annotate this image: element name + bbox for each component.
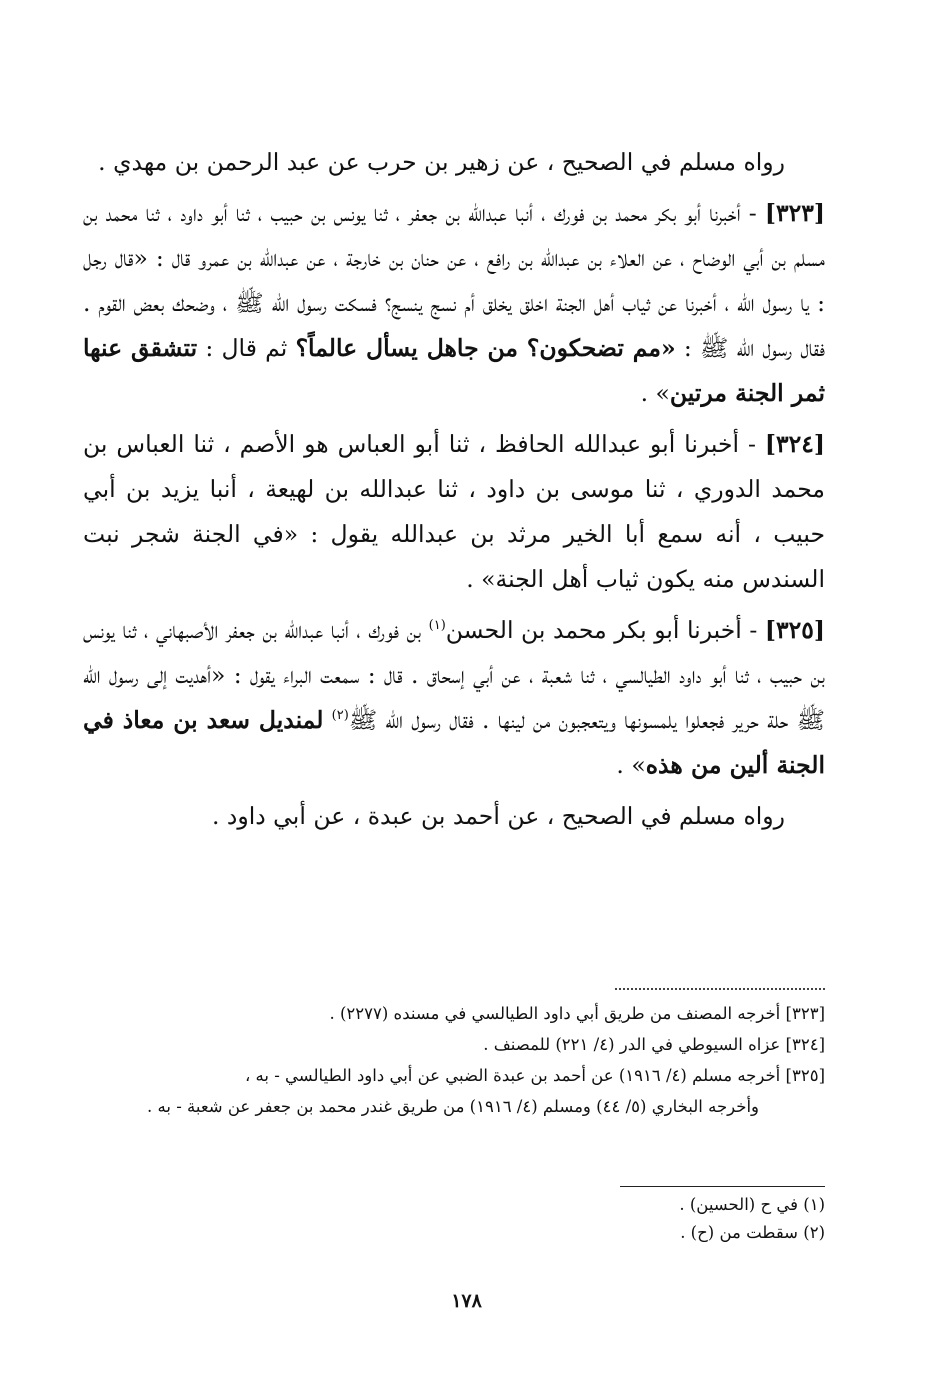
footnote-ref-1: (١) — [428, 618, 446, 634]
note-324 — [83, 1029, 825, 1060]
note-text: أخرجه المصنف من طريق أبي داود الطيالسي في مسنده (٢٢٧٧) . — [329, 1004, 781, 1023]
note-325-continuation — [83, 1091, 825, 1122]
hadith-text: - أخبرنا أبو بكر محمد بن الحسن — [445, 616, 758, 644]
hadith-number: [٣٢٤] — [764, 430, 825, 458]
hadith-bold-text: لمنديل سعد بن معاذ في الجنة ألين من هذه — [83, 706, 825, 779]
hadith-text-end: » . — [640, 379, 670, 407]
note-number: [٣٢٤] — [785, 1035, 825, 1054]
hadith-text: - أخبرنا أبو بكر محمد بن فورك ، أنبا عبدالله بن جعفر ، ثنا يونس بن حبيب ، ثنا أبو داود ، ثنا محمد بن مسلم بن أبي الوضاح ، عن العلاء بن عبدالله بن رافع ، عن حنان بن خارجة ، عن عبدالله بن عمرو قال : «قال رجل : يا رسول الله ، أخبرنا عن ثياب أهل الجنة اخلق يخلق أم نسج ينسج؟ فسكت رسول الله ﷺ ، وضحك بعض القوم . فقال رسول الله ﷺ : — [83, 199, 825, 362]
hadith-text: - أخبرنا أبو عبدالله الحافظ ، ثنا أبو العباس هو الأصم ، ثنا العباس بن محمد الدوري ، ثنا موسى بن داود ، ثنا عبدالله بن لهيعة ، أنبا يزيد بن أبي حبيب ، أنه سمع أبا الخير مرثد بن عبدالله يقول : «في الجنة شجر نبت السندس منه يكون ثياب أهل الجنة» . — [83, 430, 825, 593]
note-number: [٣٢٣] — [785, 1004, 825, 1023]
bottom-line: رواه مسلم في الصحيح ، عن أحمد بن عبدة ، عن أبي داود . — [211, 802, 785, 830]
top-line: رواه مسلم في الصحيح ، عن زهير بن حرب عن عبد الرحمن بن مهدي . — [98, 148, 785, 176]
paragraph-top — [83, 140, 825, 185]
main-text — [83, 140, 825, 839]
dotted-separator — [615, 988, 825, 990]
footnote-ref-2: (٢) — [331, 708, 349, 724]
hadith-325 — [83, 608, 825, 788]
note-text: وأخرجه البخاري (٥/ ٤٤) ومسلم (٤/ ١٩١٦) من طريق غندر محمد بن جعفر عن شعبة - به . — [147, 1097, 759, 1116]
footnote-1: (١) في ح (الحسين) . — [679, 1195, 825, 1214]
takhrij-notes — [83, 998, 825, 1122]
hadith-text-end: » . — [616, 751, 646, 779]
hadith-number: [٣٢٣] — [764, 199, 825, 227]
hadith-text: ثم قال : — [205, 334, 288, 362]
hadith-324 — [83, 422, 825, 602]
note-text: عزاه السيوطي في الدر (٤/ ٢٢١) للمصنف . — [483, 1035, 781, 1054]
paragraph-bottom — [83, 794, 825, 839]
hadith-bold-text: «مم تضحكون؟ من جاهل يسأل عالماً؟ — [295, 334, 676, 362]
note-text: أخرجه مسلم (٤/ ١٩١٦) عن أحمد بن عبدة الضبي عن أبي داود الطيالسي - به ، — [244, 1066, 781, 1085]
page-number: ١٧٨ — [451, 1290, 482, 1312]
hadith-bold-text: تتشقق عنها ثمر الجنة مرتين — [83, 334, 825, 407]
footnote-2: (٢) سقطت من (ح) . — [680, 1223, 825, 1242]
footnote-separator — [620, 1186, 825, 1187]
hadith-323 — [83, 191, 825, 416]
hadith-number: [٣٢٥] — [764, 616, 825, 644]
note-323 — [83, 998, 825, 1029]
note-325 — [83, 1060, 825, 1091]
note-number: [٣٢٥] — [785, 1066, 825, 1085]
footnotes — [83, 1191, 825, 1247]
hadith-text: بن فورك ، أنبا عبدالله بن جعفر الأصبهاني ، ثنا يونس بن حبيب ، ثنا أبو داود الطيالسي ، ثنا شعبة ، عن أبي إسحاق . قال : سمعت البراء يقول : «أهديت إلى رسول الله ﷺ حلة حرير فجعلوا يلمسونها ويتعجبون من لينها . فقال رسول الله ﷺ — [83, 616, 825, 734]
